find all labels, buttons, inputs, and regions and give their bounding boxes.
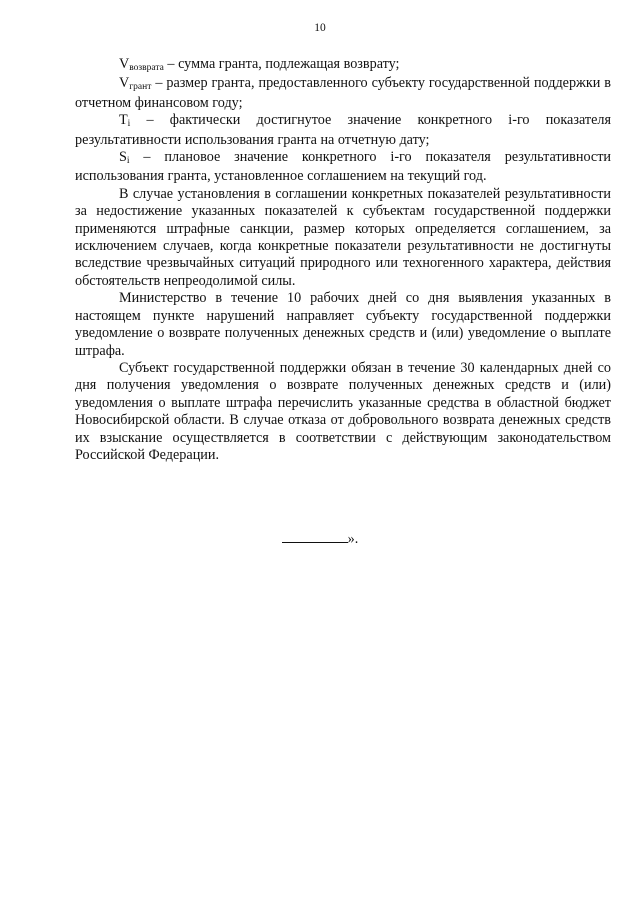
definition-symbol: T [119, 112, 128, 129]
definition-subscript: грант [129, 82, 152, 93]
definition-s-i [75, 149, 611, 186]
definition-text: – размер гранта, предоставленного субъекту государственной поддержки в отчетном финансовом году; [75, 75, 611, 111]
definition-v-return [75, 56, 611, 75]
definition-text: – сумма гранта, подлежащая возврату; [163, 56, 400, 72]
definition-symbol: V [119, 56, 130, 72]
definition-t-i [75, 112, 611, 149]
closing-suffix: ». [347, 531, 359, 547]
definition-subscript: i [127, 119, 131, 130]
definition-symbol: V [119, 75, 130, 92]
definition-v-grant [75, 75, 611, 112]
paragraph-ministry-notice: Министерство в течение 10 рабочих дней со дня выявления указанных в настоящем пункте нарушений направляет субъекту государственной поддержки уведомление о возврате полученных денежных средств и (или) уведомление о выплате штрафа. [75, 290, 611, 359]
definition-symbol: S [119, 149, 127, 166]
signature-blank-line [282, 529, 348, 543]
closing-mark [0, 529, 640, 548]
page-number: 10 [314, 22, 326, 34]
paragraph-penalties: В случае установления в соглашении конкретных показателей результативности за недостижение указанных показателей к субъектам государственной поддержки применяются штрафные санкции, размер которых определяется соглашением, за исключением случаев, когда конкретные показатели результативности не достигнуты вследствие чрезвычайных ситуаций природного или техногенного характера, действия обстоятельств непреодолимой силы. [75, 185, 611, 289]
document-body [75, 56, 611, 464]
definition-subscript: возврата [129, 63, 164, 73]
definition-subscript: i [126, 156, 130, 167]
definition-text: – фактически достигнутое значение конкретного i-го показателя результативности использования гранта на отчетную дату; [75, 112, 611, 148]
paragraph-refund-obligation: Субъект государственной поддержки обязан в течение 30 календарных дней со дня получения уведомления о возврате полученных денежных средств и (или) уведомления о выплате штрафа перечислить указанные средства в областной бюджет Новосибирской области. В случае отказа от добровольного возврата денежных средств их взыскание осуществляется в соответствии с действующим законодательством Российской Федерации. [75, 359, 611, 463]
definition-text: – плановое значение конкретного i-го показателя результативности использования гранта, установленное соглашением на текущий год. [75, 149, 611, 185]
